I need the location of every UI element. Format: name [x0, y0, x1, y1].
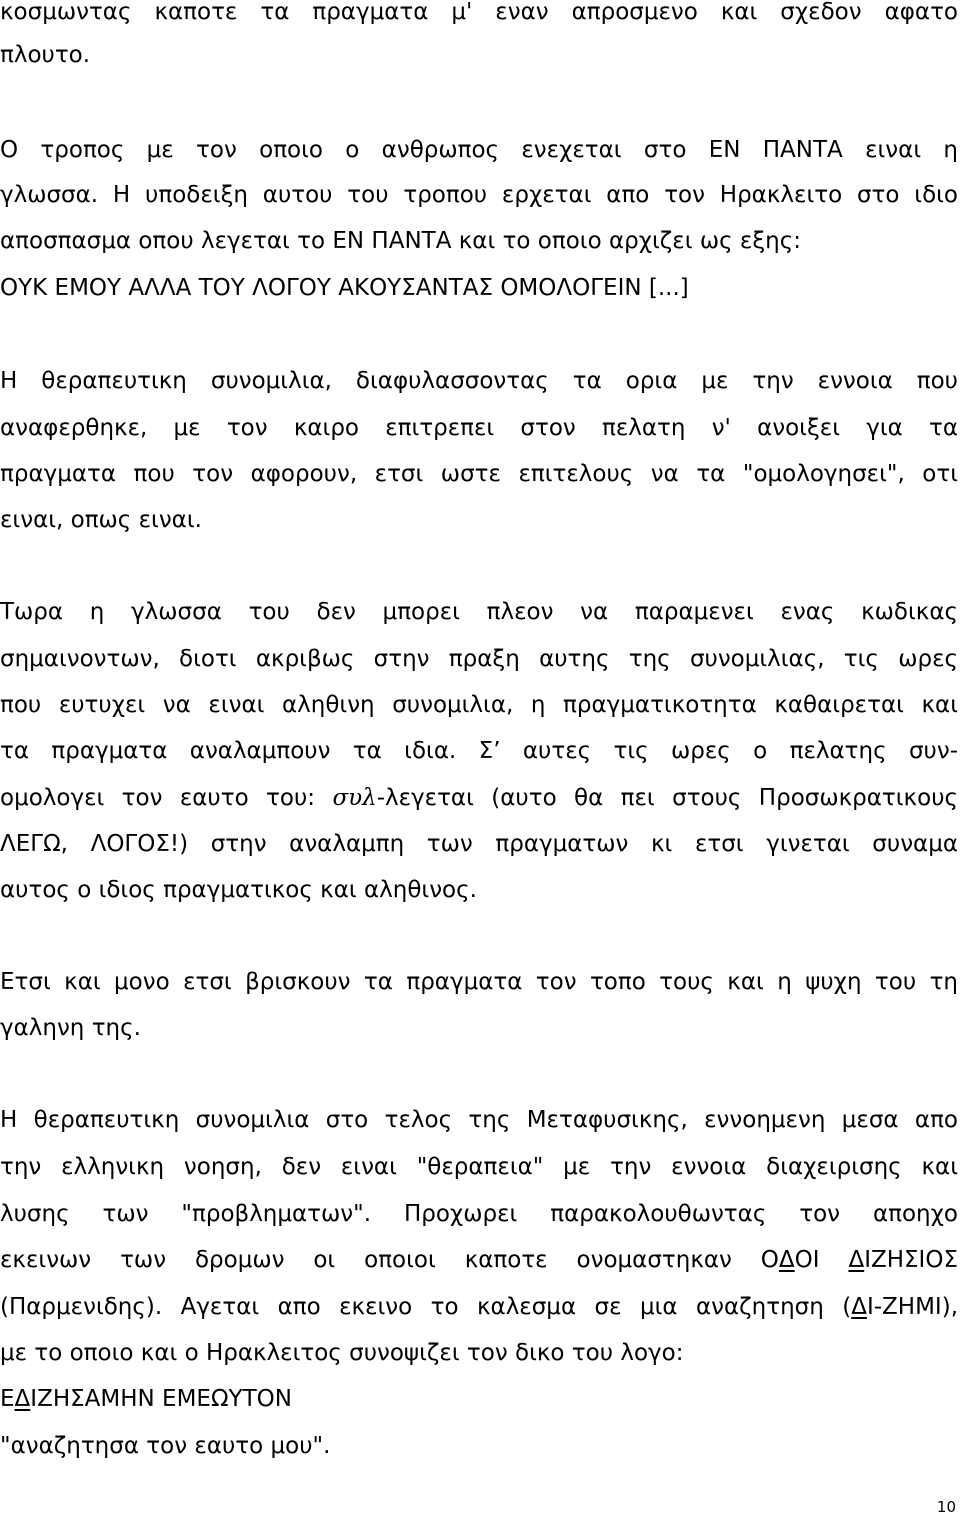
paragraph-3-line-1: Τωρα η γλωσσα του δεν μπορει πλεον να παραμενει ενας κωδικας — [0, 599, 958, 625]
paragraph-3-line-7: αυτος ο ιδιος πραγματικος και αληθινος. — [0, 877, 477, 903]
paragraph-5-line-4-text-c: ΙΖΗΣΙΟΣ — [864, 1247, 958, 1273]
paragraph-5-line-6: με το οποιο και ο Ηρακλειτος συνοψιζει τον δικο του λογο: — [0, 1340, 684, 1366]
paragraph-1-line-2: γλωσσα. Η υποδειξη αυτου του τροπου ερχεται απο τον Ηρακλειτο στο ιδιο — [0, 182, 958, 208]
paragraph-2-line-4: ειναι, οπως ειναι. — [0, 507, 202, 533]
paragraph-5-line-2: την ελληνικη νοηση, δεν ειναι "θεραπεια" με την εννοια διαχειρισης και — [0, 1154, 958, 1180]
paragraph-5-line-7-text-b: ΙΖΗΣΑΜΗΝ ΕΜΕΩΥΤΟΝ — [30, 1386, 292, 1412]
paragraph-5-line-4-text-b: ΟΙ — [794, 1247, 849, 1273]
paragraph-0-line-2: πλουτο. — [0, 42, 91, 68]
paragraph-2-line-1: Η θεραπευτικη συνομιλια, διαφυλασσοντας τα ορια με την εννοια που — [0, 368, 958, 394]
paragraph-3-line-5 — [0, 783, 958, 813]
paragraph-1-line-3: αποσπασμα οπου λεγεται το ΕΝ ΠΑΝΤΑ και το οποιο αρχιζει ως εξης: — [0, 228, 801, 254]
paragraph-5-line-8: "αναζητησα τον εαυτο μου". — [0, 1433, 331, 1459]
paragraph-1-line-1: Ο τροπος με τον οποιο ο ανθρωπος ενεχεται στο ΕΝ ΠΑΝΤΑ ειναι η — [0, 137, 958, 163]
paragraph-3-line-4: τα πραγματα αναλαμπουν τα ιδια. Σ’ αυτες τις ωρες ο πελατης συν- — [0, 738, 958, 764]
paragraph-5-line-7-underlined-delta: Δ — [14, 1386, 31, 1412]
paragraph-5-line-3: λυσης των "προβληματων". Προχωρει παρακολουθωντας τον απoηχο — [0, 1201, 958, 1227]
paragraph-5-line-5-text-a: (Παρμενιδης). Αγεται απο εκεινο το καλεσμα σε μια αναζητηση ( — [0, 1294, 852, 1320]
paragraph-2-line-2: αναφερθηκε, με τον καιρο επιτρεπει στον πελατη ν' ανοιξει για τα — [0, 415, 958, 441]
paragraph-5-line-4-underlined-delta-2: Δ — [848, 1247, 865, 1273]
paragraph-5-line-5-text-b: Ι-ΖΗΜΙ), — [866, 1294, 958, 1320]
paragraph-5-line-4-text-a: εκεινων των δρομων οι οποιοι καποτε ονομαστηκαν Ο — [0, 1247, 779, 1273]
paragraph-3-line-5-text-a: ομολογει τον εαυτο του: — [0, 785, 333, 811]
paragraph-4-line-2: γαληνη της. — [0, 1015, 141, 1041]
paragraph-2-line-3: πραγματα που τον αφορουν, ετσι ωστε επιτελους να τα "ομολογησει", οτι — [0, 461, 958, 487]
paragraph-1-line-4: ΟΥΚ ΕΜΟΥ ΑΛΛΑ ΤΟΥ ΛΟΓΟΥ ΑΚΟΥΣΑΝΤΑΣ ΟΜΟΛΟΓΕΙΝ [...] — [0, 275, 689, 301]
paragraph-3-line-6: ΛΕΓΩ, ΛΟΓΟΣ!) στην αναλαμπη των πραγματων κι ετσι γινεται συναμα — [0, 831, 958, 857]
page-number: 10 — [936, 1498, 956, 1516]
paragraph-5-line-5 — [0, 1292, 958, 1322]
paragraph-5-line-7-text-a: Ε — [0, 1386, 15, 1412]
paragraph-3-line-5-italic-word: συλ — [332, 785, 377, 811]
paragraph-3-line-3: που ευτυχει να ειναι αληθινη συνομιλια, η πραγματικοτητα καθαιρεται και — [0, 692, 958, 718]
paragraph-3-line-5-text-b: -λεγεται (αυτο θα πει στους Προσωκρατικους — [376, 785, 958, 811]
paragraph-5-line-1: Η θεραπευτικη συνομιλια στο τελος της Μεταφυσικης, εννοημενη μεσα απο — [0, 1107, 958, 1133]
paragraph-5-line-4 — [0, 1245, 958, 1275]
paragraph-4-line-1: Ετσι και μονο ετσι βρισκουν τα πραγματα τον τοπο τους και η ψυχη του τη — [0, 969, 958, 995]
paragraph-3-line-2: σημαινοντων, διοτι ακριβως στην πραξη αυτης της συνομιλιας, τις ωρες — [0, 646, 958, 672]
paragraph-0-line-1: κοσμωντας καποτε τα πραγματα μ' εναν απροσμενο και σχεδον αφατο — [0, 0, 958, 25]
paragraph-5-line-7 — [0, 1384, 958, 1414]
paragraph-5-line-4-underlined-delta-1: Δ — [778, 1247, 795, 1273]
paragraph-5-line-5-underlined-delta: Δ — [851, 1294, 867, 1320]
